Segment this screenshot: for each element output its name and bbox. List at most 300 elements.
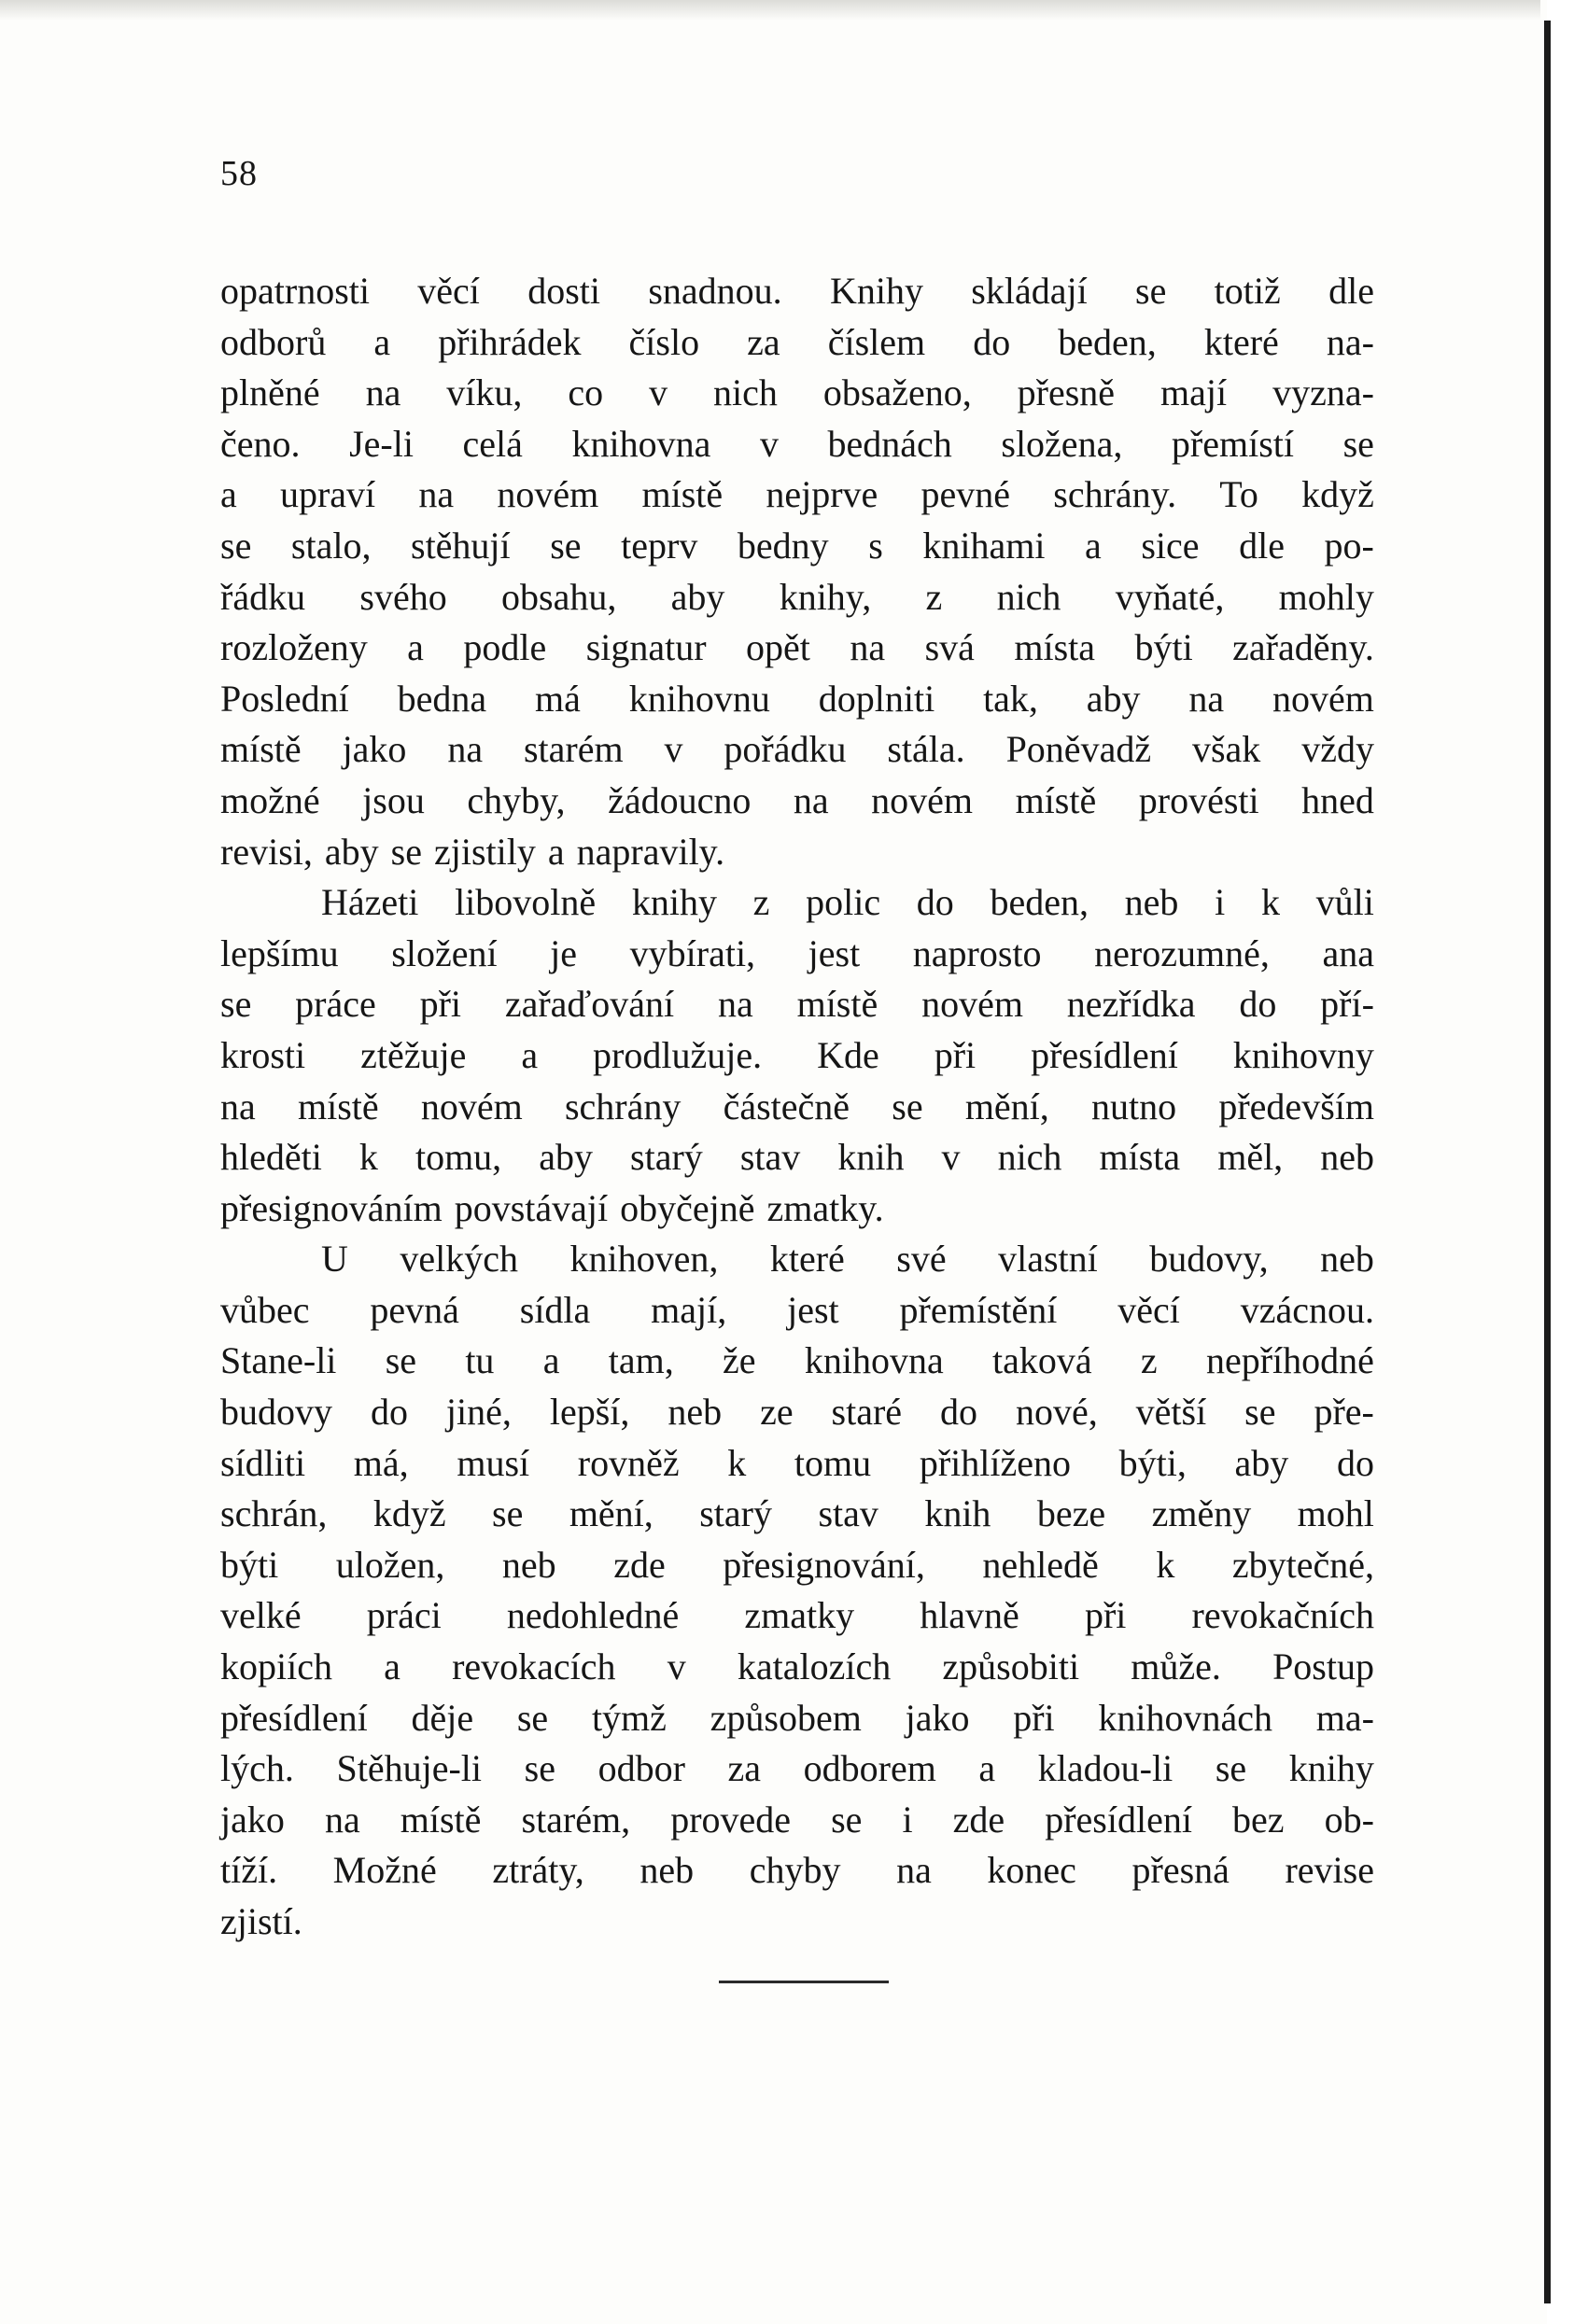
word: upraví xyxy=(279,473,376,516)
word: číslo xyxy=(628,320,700,363)
word: prodlužuje. xyxy=(593,1033,763,1076)
word: nedohledné xyxy=(506,1594,680,1637)
word: číslem xyxy=(827,320,926,363)
word: revise xyxy=(1285,1849,1374,1892)
word: na xyxy=(365,371,401,414)
word: v xyxy=(667,1645,686,1688)
word: možné xyxy=(220,778,320,821)
word: se xyxy=(892,1085,923,1127)
word: i xyxy=(902,1798,913,1841)
word: knihovnách xyxy=(1098,1696,1273,1739)
word: k xyxy=(727,1441,747,1484)
word: novém xyxy=(1272,677,1374,720)
word: při xyxy=(1013,1696,1055,1739)
word: bedna xyxy=(397,677,487,720)
word: především xyxy=(1218,1085,1374,1127)
word: částečně xyxy=(723,1085,850,1127)
text-line xyxy=(220,1897,1374,1948)
word: mohl xyxy=(1297,1492,1374,1535)
text-line xyxy=(220,623,1374,674)
word: býti xyxy=(1134,626,1193,669)
word: aby xyxy=(1086,677,1141,720)
text-line xyxy=(220,521,1374,572)
word: katalozích xyxy=(737,1645,892,1688)
word: místě xyxy=(796,983,878,1026)
word: plněné xyxy=(220,371,320,414)
word: hlavně xyxy=(920,1594,1019,1637)
word: knihovna xyxy=(804,1339,944,1382)
word: tíží. xyxy=(220,1849,278,1892)
word: vždy xyxy=(1301,728,1374,771)
word: když xyxy=(372,1492,446,1535)
word: tomu xyxy=(794,1441,872,1484)
word: větší xyxy=(1135,1391,1207,1434)
word: děje xyxy=(411,1696,474,1739)
page-number: 58 xyxy=(220,154,258,193)
text-line xyxy=(220,979,1374,1030)
word: a xyxy=(1085,524,1102,567)
word: novém xyxy=(497,473,599,516)
word: podle xyxy=(463,626,547,669)
word: v xyxy=(941,1136,961,1179)
word: přesignováním xyxy=(220,1186,443,1229)
word: aby xyxy=(324,830,379,873)
word: a xyxy=(220,473,237,516)
word: přemístí xyxy=(1171,422,1294,465)
word: ze xyxy=(760,1391,794,1434)
word: jiné, xyxy=(445,1391,512,1434)
text-line xyxy=(220,1489,1374,1540)
word: knihovny xyxy=(1232,1033,1374,1076)
word: libovolně xyxy=(455,881,597,924)
word: se xyxy=(492,1492,524,1535)
word: totiž xyxy=(1214,270,1281,312)
word: místě xyxy=(1015,778,1097,821)
word: mohly xyxy=(1278,575,1374,618)
word: zařaďování xyxy=(504,983,675,1026)
word: za xyxy=(747,320,780,363)
word: do xyxy=(1239,983,1277,1026)
word: zmatky xyxy=(744,1594,855,1637)
word: na xyxy=(418,473,455,516)
word: To xyxy=(1219,473,1258,516)
word: týmž xyxy=(591,1696,667,1739)
word: práce xyxy=(295,983,376,1026)
word: pevná xyxy=(370,1288,459,1331)
word: Kde xyxy=(817,1033,879,1076)
word: Knihy xyxy=(829,270,923,312)
word: neb xyxy=(639,1849,695,1892)
word: polic xyxy=(806,881,881,924)
word: tomu, xyxy=(415,1136,502,1179)
word: obsaženo, xyxy=(822,371,972,414)
word: knihami xyxy=(922,524,1046,567)
word: zde xyxy=(952,1798,1005,1841)
word: skládají xyxy=(971,270,1088,312)
word: při xyxy=(934,1033,977,1076)
word: se xyxy=(1215,1747,1247,1790)
word: složena, xyxy=(1001,422,1123,465)
word: může. xyxy=(1131,1645,1221,1688)
text-line xyxy=(220,776,1374,827)
word: s xyxy=(868,524,883,567)
word: povstávají xyxy=(454,1186,609,1229)
word: odborů xyxy=(220,320,327,363)
word: neb xyxy=(1320,1238,1374,1281)
text-line xyxy=(220,1590,1374,1642)
word: pří- xyxy=(1320,983,1374,1026)
word: rozloženy xyxy=(220,626,368,669)
word: Stane-li xyxy=(220,1339,337,1382)
text-line xyxy=(220,1438,1374,1490)
word: do xyxy=(973,320,1011,363)
word: nové, xyxy=(1015,1391,1098,1434)
word: zbytečné, xyxy=(1231,1543,1374,1586)
word: knihy xyxy=(1288,1747,1374,1790)
word: vůli xyxy=(1315,881,1374,924)
word: dle xyxy=(1239,524,1285,567)
word: měl, xyxy=(1217,1136,1284,1179)
word: krosti xyxy=(220,1033,306,1076)
word: bedny xyxy=(737,524,829,567)
text-line xyxy=(220,1693,1374,1744)
word: velkých xyxy=(400,1238,518,1281)
word: k xyxy=(1260,881,1280,924)
word: doplniti xyxy=(818,677,935,720)
word: na xyxy=(850,626,886,669)
word: a xyxy=(373,320,391,363)
word: starém xyxy=(523,728,624,771)
word: hned xyxy=(1301,778,1374,821)
word: má xyxy=(535,677,581,720)
word: vyzna- xyxy=(1272,371,1374,414)
word: pře- xyxy=(1314,1391,1374,1434)
text-line xyxy=(220,368,1374,419)
word: zde xyxy=(613,1543,666,1586)
word: na xyxy=(324,1798,360,1841)
word: na xyxy=(447,728,484,771)
word: opět xyxy=(746,626,810,669)
word: budovy, xyxy=(1149,1238,1269,1281)
word: do xyxy=(916,881,954,924)
word: knihoven, xyxy=(569,1238,719,1281)
word: stav xyxy=(739,1136,801,1179)
text-line xyxy=(220,1795,1374,1846)
word: nich xyxy=(713,371,778,414)
word: jsou xyxy=(362,778,425,821)
word: se xyxy=(385,1339,417,1382)
word: místě xyxy=(641,473,724,516)
word: lepší, xyxy=(549,1391,630,1434)
word: změny xyxy=(1151,1492,1252,1535)
word: i xyxy=(1215,881,1226,924)
word: mění, xyxy=(964,1085,1049,1127)
word: taková xyxy=(991,1339,1092,1382)
word: stalo, xyxy=(290,524,372,567)
text-line xyxy=(220,674,1374,725)
word: schrán, xyxy=(220,1492,328,1535)
word: dle xyxy=(1328,270,1374,312)
word: co xyxy=(568,371,604,414)
word: zjistí. xyxy=(220,1900,302,1942)
word: které xyxy=(1203,320,1279,363)
word: k xyxy=(358,1136,378,1179)
word: novém xyxy=(871,778,974,821)
word: vybírati, xyxy=(629,931,756,974)
word: se xyxy=(831,1798,863,1841)
word: přesídlení xyxy=(220,1696,368,1739)
word: staré xyxy=(831,1391,903,1434)
word: neb xyxy=(501,1543,556,1586)
word: býti xyxy=(220,1543,279,1586)
word: místě xyxy=(400,1798,482,1841)
end-of-section-rule xyxy=(719,1981,889,1983)
word: knih xyxy=(924,1492,991,1535)
word: že xyxy=(723,1339,756,1382)
word: přihlíženo xyxy=(919,1441,1071,1484)
word: provésti xyxy=(1138,778,1259,821)
word: přesignování, xyxy=(723,1543,925,1586)
word: přesná xyxy=(1131,1849,1230,1892)
scan-right-margin xyxy=(1547,0,1588,2324)
text-line xyxy=(220,1743,1374,1795)
word: při xyxy=(1084,1594,1127,1637)
word: naprosto xyxy=(912,931,1042,974)
word: se xyxy=(550,524,582,567)
word: musí xyxy=(457,1441,530,1484)
word: rovněž xyxy=(577,1441,680,1484)
word: se xyxy=(1244,1391,1276,1434)
word: mají xyxy=(1160,371,1228,414)
word: má, xyxy=(353,1441,409,1484)
word: snadnou. xyxy=(648,270,782,312)
word: neb xyxy=(668,1391,723,1434)
word: přesídlení xyxy=(1031,1033,1178,1076)
word: v xyxy=(649,371,668,414)
word: nehledě xyxy=(982,1543,1099,1586)
word: čeno. xyxy=(220,422,301,465)
word: na- xyxy=(1326,320,1374,363)
word: a xyxy=(521,1033,539,1076)
word: Stěhuje-li xyxy=(336,1747,483,1790)
word: při xyxy=(419,983,462,1026)
word: řádku xyxy=(220,575,306,618)
word: místě xyxy=(297,1085,379,1127)
text-line xyxy=(220,1132,1374,1183)
word: sídla xyxy=(519,1288,591,1331)
text-line xyxy=(220,469,1374,521)
word: knihovnu xyxy=(628,677,770,720)
text-line xyxy=(220,317,1374,369)
word: k xyxy=(1156,1543,1175,1586)
word: přesně xyxy=(1017,371,1116,414)
text-line xyxy=(220,724,1374,776)
body-text xyxy=(220,266,1374,1948)
word: v xyxy=(664,728,683,771)
word: starý xyxy=(699,1492,772,1535)
word: signatur xyxy=(585,626,707,669)
word: mají, xyxy=(651,1288,727,1331)
word: tam, xyxy=(608,1339,674,1382)
word: do xyxy=(370,1391,408,1434)
word: se xyxy=(524,1747,555,1790)
word: obsahu, xyxy=(501,575,617,618)
text-line xyxy=(220,572,1374,623)
word: beden, xyxy=(990,881,1089,924)
scan-top-shadow xyxy=(0,0,1540,21)
word: jest xyxy=(808,931,861,974)
word: novém xyxy=(420,1085,523,1127)
word: svá xyxy=(924,626,975,669)
text-line xyxy=(220,419,1374,470)
word: lepšímu xyxy=(220,931,339,974)
word: po- xyxy=(1324,524,1374,567)
word: svého xyxy=(359,575,447,618)
word: aby xyxy=(1234,1441,1289,1484)
word: jako xyxy=(342,728,407,771)
word: způsobiti xyxy=(942,1645,1080,1688)
word: knihy xyxy=(631,881,717,924)
word: a xyxy=(407,626,424,669)
word: kladou-li xyxy=(1037,1747,1173,1790)
word: neb xyxy=(1320,1136,1374,1179)
text-line xyxy=(220,1183,1374,1235)
word: sídliti xyxy=(220,1441,306,1484)
word: celá xyxy=(462,422,523,465)
word: starém, xyxy=(521,1798,631,1841)
word: se xyxy=(1342,422,1374,465)
text-line xyxy=(220,1234,1374,1285)
word: provede xyxy=(670,1798,792,1841)
text-line xyxy=(220,1336,1374,1387)
word: ztráty, xyxy=(492,1849,584,1892)
word: na xyxy=(896,1849,932,1892)
word: U xyxy=(321,1238,348,1281)
word: tak, xyxy=(983,677,1038,720)
word: revisi, xyxy=(220,830,313,873)
word: tu xyxy=(465,1339,495,1382)
word: na xyxy=(220,1085,256,1127)
word: z xyxy=(1140,1339,1158,1382)
word: lých. xyxy=(220,1747,294,1790)
word: když xyxy=(1301,473,1374,516)
word: a xyxy=(978,1747,996,1790)
word: nejprve xyxy=(766,473,878,516)
word: se xyxy=(1135,270,1167,312)
word: býti, xyxy=(1118,1441,1187,1484)
word: do xyxy=(1336,1441,1374,1484)
word: žádoucno xyxy=(608,778,752,821)
word: je xyxy=(550,931,578,974)
word: schrány xyxy=(564,1085,682,1127)
word: z xyxy=(925,575,943,618)
word: a xyxy=(384,1645,401,1688)
word: nepříhodné xyxy=(1205,1339,1374,1382)
word: bednách xyxy=(827,422,952,465)
word: sice xyxy=(1141,524,1200,567)
word: ana xyxy=(1322,931,1374,974)
word: nutno xyxy=(1091,1085,1177,1127)
word: místa xyxy=(1014,626,1096,669)
word: za xyxy=(727,1747,762,1790)
word: věcí xyxy=(417,270,480,312)
word: nerozumné, xyxy=(1094,931,1270,974)
word: velké xyxy=(220,1594,302,1637)
word: dosti xyxy=(527,270,601,312)
word: stěhují xyxy=(411,524,511,567)
text-line xyxy=(220,1030,1374,1082)
word: zařaděny. xyxy=(1232,626,1374,669)
word: aby xyxy=(670,575,725,618)
text-line xyxy=(220,266,1374,317)
word: napravily. xyxy=(576,830,725,873)
word: místa xyxy=(1099,1136,1181,1179)
word: aby xyxy=(539,1136,593,1179)
word: Je-li xyxy=(349,422,414,465)
word: uložen, xyxy=(335,1543,445,1586)
word: hleděti xyxy=(220,1136,322,1179)
word: a xyxy=(547,830,565,873)
text-line xyxy=(220,1540,1374,1591)
word: nich xyxy=(997,1136,1062,1179)
word: vůbec xyxy=(220,1288,310,1331)
text-line xyxy=(220,1082,1374,1133)
word: knihy, xyxy=(779,575,872,618)
word: se xyxy=(220,983,252,1026)
word: budovy xyxy=(220,1391,332,1434)
word: způsobem xyxy=(710,1696,862,1739)
word: Poněvadž xyxy=(1005,728,1152,771)
word: teprv xyxy=(621,524,698,567)
text-line xyxy=(220,827,1374,878)
word: mění, xyxy=(569,1492,653,1535)
word: a xyxy=(542,1339,560,1382)
word: Postup xyxy=(1272,1645,1374,1688)
word: knihovna xyxy=(571,422,711,465)
word: kopiích xyxy=(220,1645,332,1688)
word: chyby xyxy=(749,1849,841,1892)
text-line xyxy=(220,929,1374,980)
word: jest xyxy=(787,1288,839,1331)
word: chyby, xyxy=(467,778,566,821)
word: vzácnou. xyxy=(1240,1288,1374,1331)
word: pevné xyxy=(920,473,1011,516)
word: na xyxy=(717,983,753,1026)
text-line xyxy=(220,1285,1374,1337)
word: novém xyxy=(921,983,1023,1026)
word: starý xyxy=(630,1136,703,1179)
word: ma- xyxy=(1315,1696,1374,1739)
word: přemístění xyxy=(899,1288,1058,1331)
scan-edge-line xyxy=(1544,21,1551,2303)
word: se xyxy=(390,830,422,873)
word: však xyxy=(1191,728,1261,771)
word: bez xyxy=(1232,1798,1285,1841)
word: pořádku xyxy=(724,728,847,771)
word: ztěžuje xyxy=(360,1033,467,1076)
word: schrány. xyxy=(1053,473,1177,516)
text-line xyxy=(220,1845,1374,1897)
word: které xyxy=(769,1238,845,1281)
word: beze xyxy=(1036,1492,1106,1535)
word: místě xyxy=(220,728,302,771)
text-line xyxy=(220,1387,1374,1438)
word: víku, xyxy=(446,371,523,414)
word: revokacích xyxy=(452,1645,616,1688)
word: stála. xyxy=(887,728,965,771)
word: své xyxy=(896,1238,947,1281)
word: se xyxy=(220,524,252,567)
